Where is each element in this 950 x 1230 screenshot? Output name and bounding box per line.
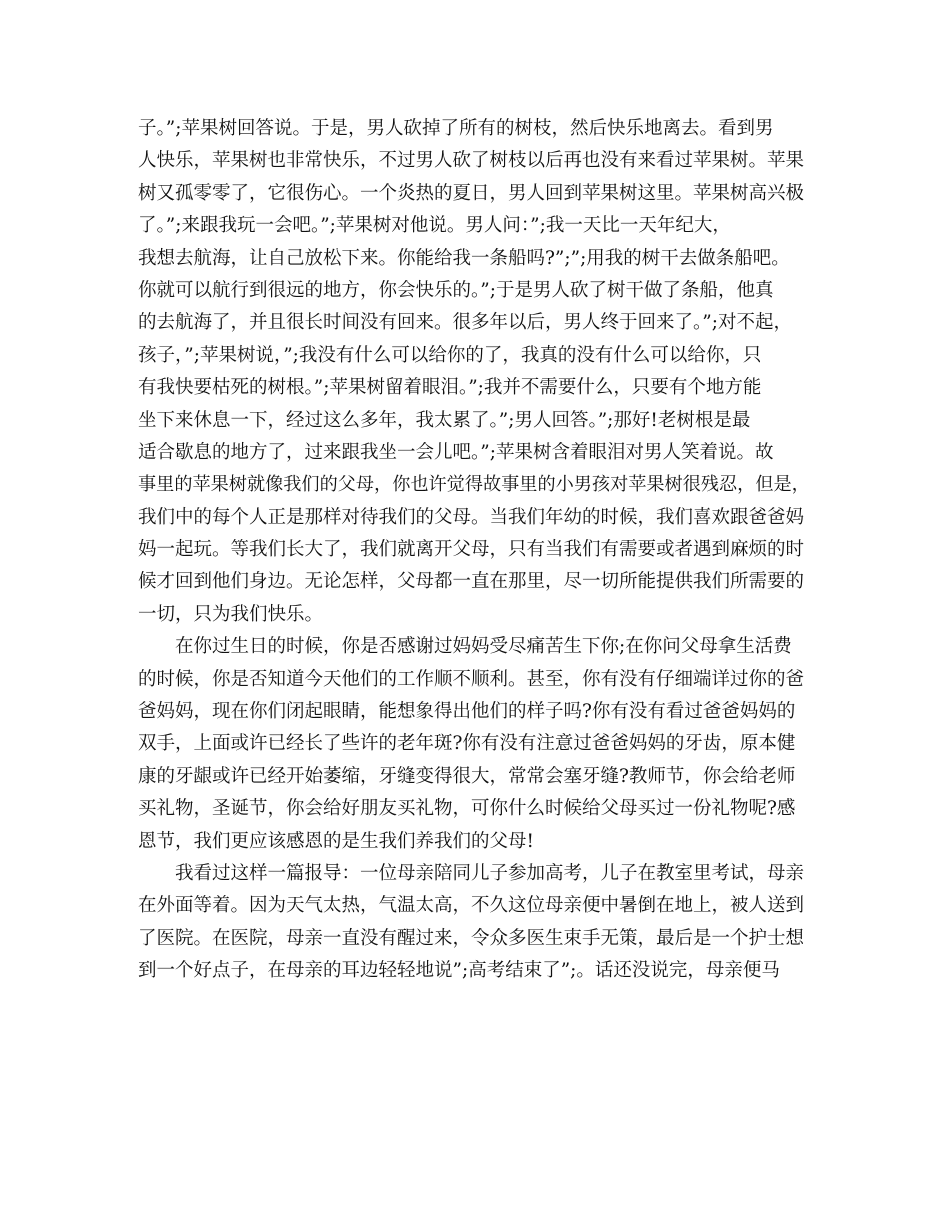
text-line: 子。”;苹果树回答说。于是，男人砍掉了所有的树枝，然后快乐地离去。看到男 bbox=[138, 118, 774, 139]
text-line: 我想去航海，让自己放松下来。你能给我一条船吗?”;”;用我的树干去做条船吧。 bbox=[138, 247, 790, 269]
text-line: 爸妈妈，现在你们闭起眼睛，能想象得出他们的样子吗?你有没有看过爸爸妈妈的 bbox=[138, 701, 796, 723]
text-line: 了。”;来跟我玩一会吧。”;苹果树对他说。男人问：”;我一天比一天年纪大， bbox=[138, 215, 731, 237]
text-line: 我看过这样一篇报导：一位母亲陪同儿子参加高考，儿子在教室里考试，母亲 bbox=[175, 862, 805, 884]
text-line: 你就可以航行到很远的地方，你会快乐的。”;于是男人砍了树干做了条船，他真 bbox=[138, 279, 774, 301]
text-line: 在你过生日的时候，你是否感谢过妈妈受尽痛苦生下你;在你问父母拿生活费 bbox=[175, 636, 792, 658]
text-line: 在外面等着。因为天气太热，气温太高，不久这位母亲便中暑倒在地上，被人送到 bbox=[138, 895, 805, 917]
text-line: 到一个好点子，在母亲的耳边轻轻地说”;高考结束了”;。话还没说完，母亲便马 bbox=[138, 960, 780, 982]
text-line: 的时候，你是否知道今天他们的工作顺不顺利。甚至，你有没有仔细端详过你的爸 bbox=[138, 668, 805, 690]
text-line: 人快乐，苹果树也非常快乐，不过男人砍了树枝以后再也没有来看过苹果树。苹果 bbox=[138, 150, 805, 172]
text-line: 我们中的每个人正是那样对待我们的父母。当我们年幼的时候，我们喜欢跟爸爸妈 bbox=[138, 506, 805, 528]
text-line: 树又孤零零了，它很伤心。一个炎热的夏日，男人回到苹果树这里。苹果树高兴极 bbox=[138, 182, 805, 204]
document-body bbox=[138, 113, 814, 988]
text-line: 坐下来休息一下，经过这么多年，我太累了。”;男人回答。”;那好!老树根是最 bbox=[138, 409, 751, 431]
text-line: 有我快要枯死的树根。”;苹果树留着眼泪。”;我并不需要什么，只要有个地方能 bbox=[138, 377, 762, 399]
text-line: 双手，上面或许已经长了些许的老年斑?你有没有注意过爸爸妈妈的牙齿，原本健 bbox=[138, 733, 796, 755]
text-line: 事里的苹果树就像我们的父母，你也许觉得故事里的小男孩对苹果树很残忍，但是， bbox=[138, 474, 810, 496]
text-line: 了医院。在医院，母亲一直没有醒过来，令众多医生束手无策，最后是一个护士想 bbox=[138, 927, 805, 949]
text-line: 买礼物，圣诞节，你会给好朋友买礼物，可你什么时候给父母买过一份礼物呢?感 bbox=[138, 798, 796, 820]
text-line: 的去航海了，并且很长时间没有回来。很多年以后，男人终于回来了。”;对不起， bbox=[138, 312, 792, 334]
text-line: 适合歇息的地方了，过来跟我坐一会儿吧。”;苹果树含着眼泪对男人笑着说。故 bbox=[138, 441, 774, 463]
paragraph-2 bbox=[138, 631, 814, 858]
paragraph-3 bbox=[138, 858, 814, 988]
text-line: 孩子，”;苹果树说，”;我没有什么可以给你的了，我真的没有什么可以给你，只 bbox=[138, 344, 762, 366]
paragraph-1 bbox=[138, 113, 814, 631]
text-line: 恩节，我们更应该感恩的是生我们养我们的父母! bbox=[138, 830, 534, 852]
text-line: 一切，只为我们快乐。 bbox=[138, 603, 324, 625]
text-line: 候才回到他们身边。无论怎样，父母都一直在那里，尽一切所能提供我们所需要的 bbox=[138, 571, 805, 593]
text-line: 妈一起玩。等我们长大了，我们就离开父母，只有当我们有需要或者遇到麻烦的时 bbox=[138, 539, 805, 561]
text-line: 康的牙龈或许已经开始萎缩，牙缝变得很大，常常会塞牙缝?教师节，你会给老师 bbox=[138, 765, 796, 787]
